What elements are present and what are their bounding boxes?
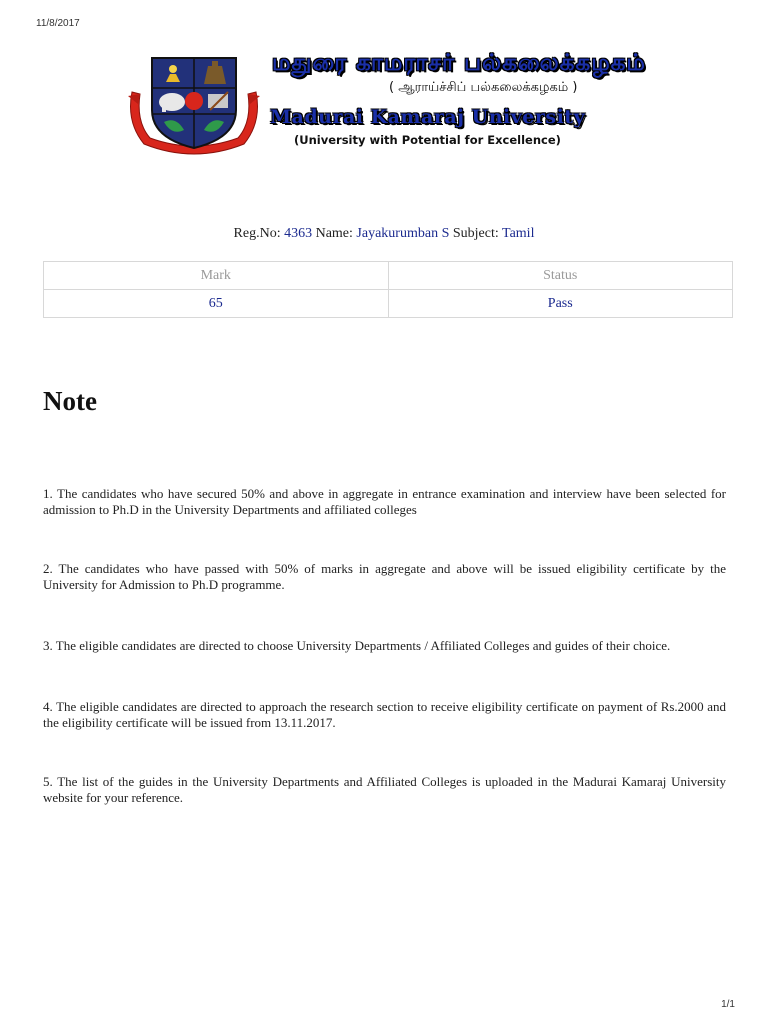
note-item-5: 5. The list of the guides in the University Departments and Affiliated Colleges is uploaded in the Madurai Kamaraj University website for your reference. xyxy=(43,774,726,805)
university-tamil-subtitle: ( ஆராய்ச்சிப் பல்கலைக்கழகம் ) xyxy=(389,80,578,95)
table-row xyxy=(44,290,733,318)
name-value: Jayakurumban S xyxy=(356,226,450,241)
result-table xyxy=(43,261,733,318)
university-tamil-title: மதுரை காமராசர் பல்கலைக்கழகம் xyxy=(272,50,646,76)
reg-no-value: 4363 xyxy=(284,226,313,241)
university-header xyxy=(124,48,644,158)
note-item-2: 2. The candidates who have passed with 50% of marks in aggregate and above will be issued eligibility certificate by the University for Admission to Ph.D programme. xyxy=(43,561,726,592)
university-tagline: (University with Potential for Excellence) xyxy=(294,133,561,147)
university-english-title: Madurai Kamaraj University xyxy=(270,106,586,128)
subject-label: Subject: xyxy=(452,226,499,241)
note-item-3: 3. The eligible candidates are directed to choose University Departments / Affiliated Colleges and guides of their choice. xyxy=(43,638,671,653)
note-item-1: 1. The candidates who have secured 50% and above in aggregate in entrance examination and interview have been selected for admission to Ph.D in the University Departments and affiliated colleges xyxy=(43,486,726,517)
name-label: Name: xyxy=(315,226,353,241)
reg-no-label: Reg.No: xyxy=(233,226,281,241)
note-item-4: 4. The eligible candidates are directed to approach the research section to receive eligibility certificate on payment of Rs.2000 and the eligibility certificate will be issued from 13.11.2017. xyxy=(43,699,726,730)
registration-line xyxy=(0,226,768,242)
university-emblem-icon xyxy=(124,52,264,156)
print-date: 11/8/2017 xyxy=(36,18,80,29)
subject-value: Tamil xyxy=(502,226,535,241)
status-cell: Pass xyxy=(388,290,733,318)
table-header-row xyxy=(44,262,733,290)
column-header-mark: Mark xyxy=(44,262,389,290)
note-heading: Note xyxy=(43,386,97,416)
mark-cell: 65 xyxy=(44,290,389,318)
page-number: 1/1 xyxy=(721,999,735,1010)
column-header-status: Status xyxy=(388,262,733,290)
